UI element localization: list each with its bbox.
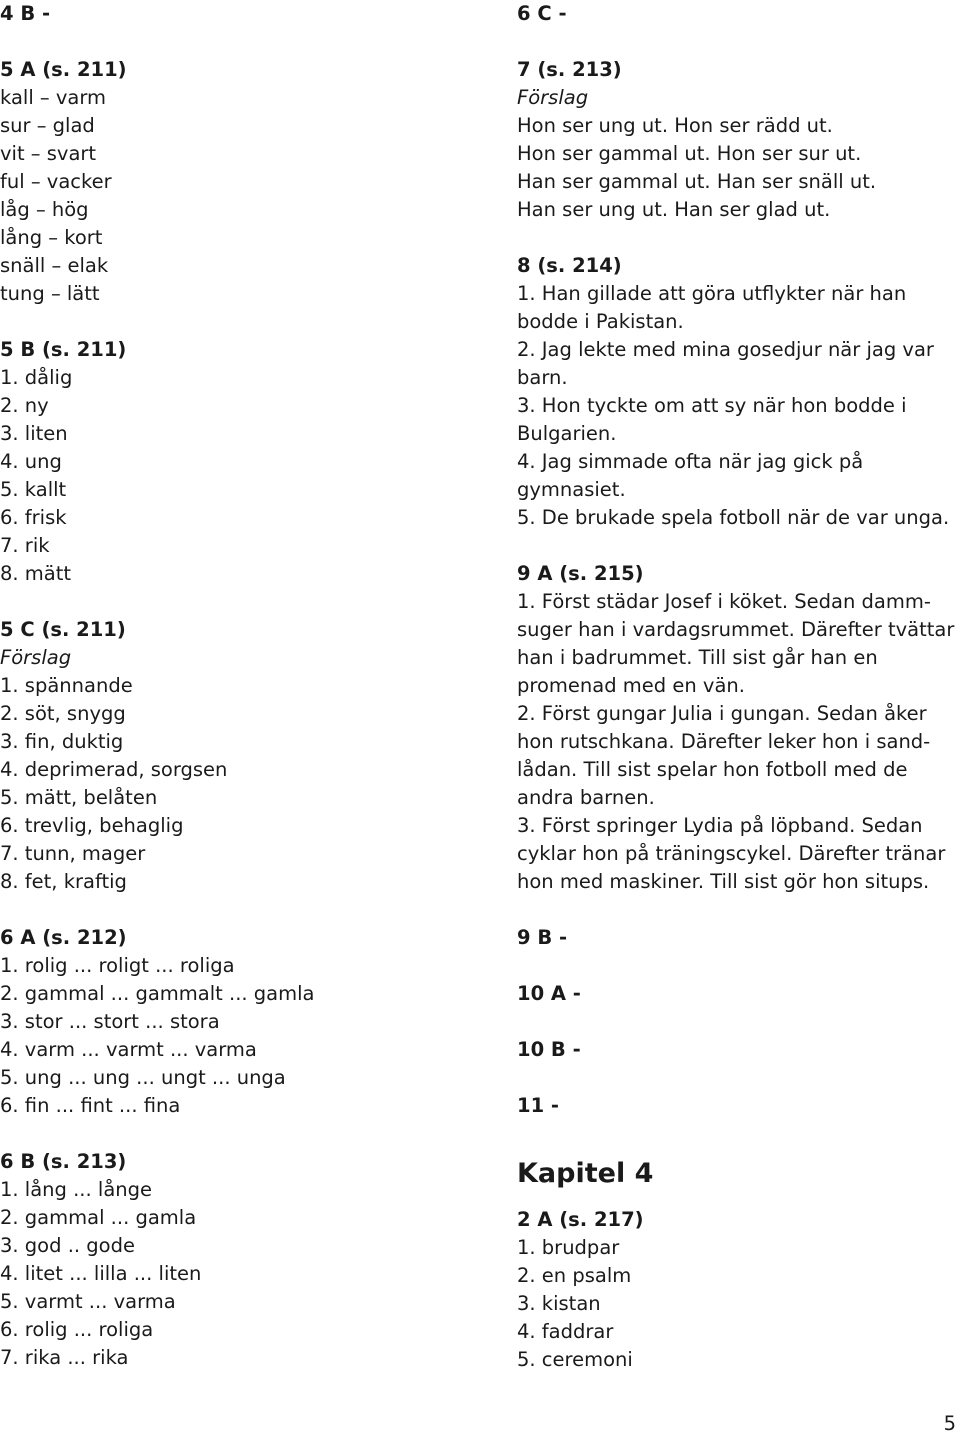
exercise-heading: 10 B - bbox=[517, 1038, 581, 1061]
answer-item: 2. Först gungar Julia i gungan. Sedan åker hon rutschkana. Därefter leker hon i sand-lådan. Till sist spelar hon fotboll med de andra barnen. bbox=[517, 702, 931, 809]
answer-line: 1. rolig ... roligt ... roliga bbox=[0, 954, 235, 977]
answer-line: 5. mätt, belåten bbox=[0, 786, 158, 809]
answer-line: 1. brudpar bbox=[517, 1236, 620, 1259]
answer-line: 7. tunn, mager bbox=[0, 842, 146, 865]
answer-item: 1. Först städar Josef i köket. Sedan damm-suger han i vardagsrummet. Därefter tvättar han i badrummet. Till sist går han en promenad med en vän. bbox=[517, 590, 955, 697]
answer-item: 4. Jag simmade ofta när jag gick på gymnasiet. bbox=[517, 450, 864, 501]
answer-line: 4. deprimerad, sorgsen bbox=[0, 758, 228, 781]
exercise-heading: 6 C - bbox=[517, 2, 567, 25]
exercise-7 bbox=[517, 56, 960, 224]
exercise-heading: 5 B (s. 211) bbox=[0, 338, 127, 361]
answer-line: 2. ny bbox=[0, 394, 49, 417]
answer-line: 7. rik bbox=[0, 534, 50, 557]
answer-item: 5. De brukade spela fotboll när de var unga. bbox=[517, 506, 950, 529]
answer-line: kall – varm bbox=[0, 86, 107, 109]
answer-item: 2. Jag lekte med mina gosedjur när jag var barn. bbox=[517, 338, 934, 389]
exercise-heading: 10 A - bbox=[517, 982, 581, 1005]
answer-line: ful – vacker bbox=[0, 170, 112, 193]
answer-line: 6. fin ... fint ... fina bbox=[0, 1094, 181, 1117]
answer-item: 1. Han gillade att göra utflykter när han bodde i Pakistan. bbox=[517, 282, 907, 333]
exercise-heading: 5 C (s. 211) bbox=[0, 618, 126, 641]
answer-line: Han ser gammal ut. Han ser snäll ut. bbox=[517, 170, 877, 193]
answer-line: tung – lätt bbox=[0, 282, 100, 305]
exercise-heading: 2 A (s. 217) bbox=[517, 1208, 644, 1231]
right-column bbox=[517, 0, 960, 1374]
answer-line: 8. mätt bbox=[0, 562, 72, 585]
answer-line: sur – glad bbox=[0, 114, 95, 137]
exercise-heading: 9 B - bbox=[517, 926, 568, 949]
answer-line: 3. stor ... stort ... stora bbox=[0, 1010, 220, 1033]
answer-line: 3. kistan bbox=[517, 1292, 601, 1315]
answer-line: 4. ung bbox=[0, 450, 62, 473]
answer-line: 6. trevlig, behaglig bbox=[0, 814, 184, 837]
exercise-2a bbox=[517, 1206, 960, 1374]
exercise-heading: 9 A (s. 215) bbox=[517, 562, 644, 585]
answer-line: 2. söt, snygg bbox=[0, 702, 126, 725]
exercise-5b bbox=[0, 336, 495, 588]
answer-line: vit – svart bbox=[0, 142, 97, 165]
answer-line: 3. liten bbox=[0, 422, 68, 445]
exercise-8 bbox=[517, 252, 960, 532]
answer-line: 2. en psalm bbox=[517, 1264, 632, 1287]
exercise-heading: 4 B - bbox=[0, 2, 51, 25]
suggestion-label: Förslag bbox=[517, 86, 589, 109]
answer-line: 1. spännande bbox=[0, 674, 133, 697]
suggestion-label: Förslag bbox=[0, 646, 72, 669]
answer-line: 1. lång ... långe bbox=[0, 1178, 153, 1201]
answer-line: snäll – elak bbox=[0, 254, 109, 277]
exercise-9a bbox=[517, 560, 960, 896]
left-column bbox=[0, 0, 495, 1372]
answer-line: 5. ceremoni bbox=[517, 1348, 633, 1371]
exercise-heading: 7 (s. 213) bbox=[517, 58, 622, 81]
answer-line: 7. rika ... rika bbox=[0, 1346, 129, 1369]
answer-line: lång – kort bbox=[0, 226, 103, 249]
answer-item: 3. Först springer Lydia på löpband. Sedan cyklar hon på träningscykel. Därefter tränar hon med maskiner. Till sist gör hon situps. bbox=[517, 814, 946, 893]
answer-line: 2. gammal ... gammalt ... gamla bbox=[0, 982, 315, 1005]
answer-line: 5. ung ... ung ... ungt ... unga bbox=[0, 1066, 286, 1089]
exercise-6a bbox=[0, 924, 495, 1120]
answer-line: 1. dålig bbox=[0, 366, 73, 389]
chapter-title: Kapitel 4 bbox=[517, 1158, 654, 1189]
answer-line: 4. litet ... lilla ... liten bbox=[0, 1262, 202, 1285]
answer-line: 3. fin, duktig bbox=[0, 730, 124, 753]
answer-line: Han ser ung ut. Han ser glad ut. bbox=[517, 198, 831, 221]
exercise-6b bbox=[0, 1148, 495, 1372]
exercise-heading: 11 - bbox=[517, 1094, 560, 1117]
answer-line: 4. varm ... varmt ... varma bbox=[0, 1038, 257, 1061]
answer-line: Hon ser gammal ut. Hon ser sur ut. bbox=[517, 142, 862, 165]
answer-line: Hon ser ung ut. Hon ser rädd ut. bbox=[517, 114, 833, 137]
exercise-heading: 5 A (s. 211) bbox=[0, 58, 127, 81]
exercise-5c bbox=[0, 616, 495, 896]
answer-item: 3. Hon tyckte om att sy när hon bodde i Bulgarien. bbox=[517, 394, 907, 445]
answer-line: 8. fet, kraftig bbox=[0, 870, 127, 893]
answer-line: 3. god .. gode bbox=[0, 1234, 135, 1257]
answer-line: 5. varmt ... varma bbox=[0, 1290, 176, 1313]
answer-line: 6. frisk bbox=[0, 506, 67, 529]
answer-line: 2. gammal ... gamla bbox=[0, 1206, 197, 1229]
exercise-5a bbox=[0, 56, 495, 308]
exercise-heading: 6 B (s. 213) bbox=[0, 1150, 127, 1173]
answer-line: 5. kallt bbox=[0, 478, 67, 501]
exercise-heading: 6 A (s. 212) bbox=[0, 926, 127, 949]
answer-line: 4. faddrar bbox=[517, 1320, 614, 1343]
page-number: 5 bbox=[943, 1412, 956, 1435]
exercise-heading: 8 (s. 214) bbox=[517, 254, 622, 277]
answer-line: 6. rolig ... roliga bbox=[0, 1318, 154, 1341]
answer-line: låg – hög bbox=[0, 198, 89, 221]
